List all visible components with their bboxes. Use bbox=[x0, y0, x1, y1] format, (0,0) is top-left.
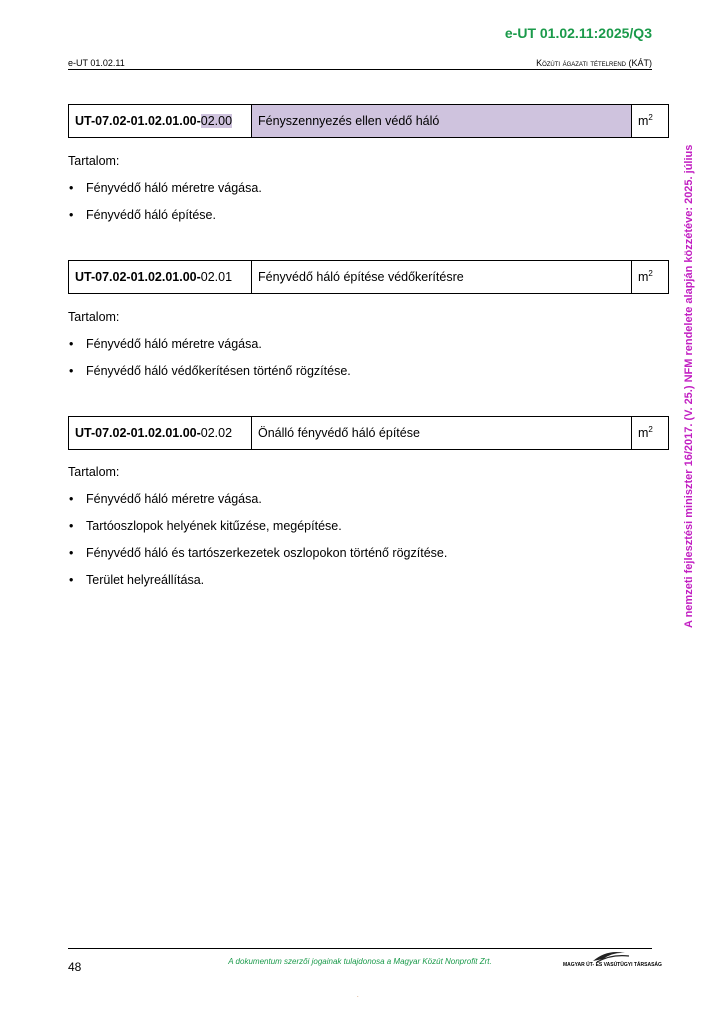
page-number: 48 bbox=[68, 960, 82, 974]
list-item: • Fényvédő háló méretre vágása. bbox=[68, 337, 351, 364]
footer-mark: . bbox=[357, 993, 359, 999]
list-item: • Tartóoszlopok helyének kitűzése, megépítése. bbox=[68, 519, 447, 546]
item-name: Fényszennyezés ellen védő háló bbox=[252, 105, 632, 138]
list-item: • Fényvédő háló védőkerítésen történő rögzítése. bbox=[68, 364, 351, 391]
item-table bbox=[68, 104, 669, 138]
item-table bbox=[68, 416, 669, 450]
item-unit: $m^2$ bbox=[632, 417, 669, 450]
item-code bbox=[69, 105, 252, 138]
item-table bbox=[68, 260, 669, 294]
content-label: Tartalom: bbox=[68, 465, 120, 479]
list-item: • Terület helyreállítása. bbox=[68, 573, 447, 600]
item-code-suffix: 02.01 bbox=[200, 270, 233, 284]
list-item: • Fényvédő háló méretre vágása. bbox=[68, 181, 262, 208]
item-code-suffix: 02.00 bbox=[200, 114, 233, 128]
item-code-prefix: UT-07.02-01.02.01.00- bbox=[75, 426, 201, 440]
logo-text: MAGYAR ÚT- ÉS VASÚTÜGYI TÁRSASÁG bbox=[563, 962, 662, 968]
copyright-note: A dokumentum szerzői jogainak tulajdonosa a Magyar Közút Nonprofit Zrt. bbox=[228, 957, 492, 966]
content-list bbox=[68, 181, 262, 235]
item-unit: $m^2$ bbox=[632, 105, 669, 138]
item-code-prefix: UT-07.02-01.02.01.00- bbox=[75, 114, 201, 128]
item-code-suffix: 02.02 bbox=[200, 426, 233, 440]
content-label: Tartalom: bbox=[68, 310, 120, 324]
list-item: • Fényvédő háló és tartószerkezetek oszlopokon történő rögzítése. bbox=[68, 546, 447, 573]
header-right: Közúti ágazati tételrend (KÁT) bbox=[536, 58, 652, 68]
content-label: Tartalom: bbox=[68, 154, 120, 168]
item-code bbox=[69, 261, 252, 294]
item-code bbox=[69, 417, 252, 450]
item-name: Önálló fényvédő háló építése bbox=[252, 417, 632, 450]
header-left: e-UT 01.02.11 bbox=[68, 58, 125, 68]
content-list bbox=[68, 492, 447, 600]
publication-side-note: A nemzeti fejlesztési miniszter 16/2017. (V. 25.) NFM rendelete alapján közzétéve: 2025. július bbox=[683, 144, 695, 628]
document-code: e-UT 01.02.11:2025/Q3 bbox=[504, 25, 652, 41]
item-code-prefix: UT-07.02-01.02.01.00- bbox=[75, 270, 201, 284]
list-item: • Fényvédő háló építése. bbox=[68, 208, 262, 235]
list-item: • Fényvédő háló méretre vágása. bbox=[68, 492, 447, 519]
item-name: Fényvédő háló építése védőkerítésre bbox=[252, 261, 632, 294]
item-unit: $m^2$ bbox=[632, 261, 669, 294]
company-logo bbox=[563, 948, 662, 972]
header-rule bbox=[68, 69, 652, 70]
content-list bbox=[68, 337, 351, 391]
